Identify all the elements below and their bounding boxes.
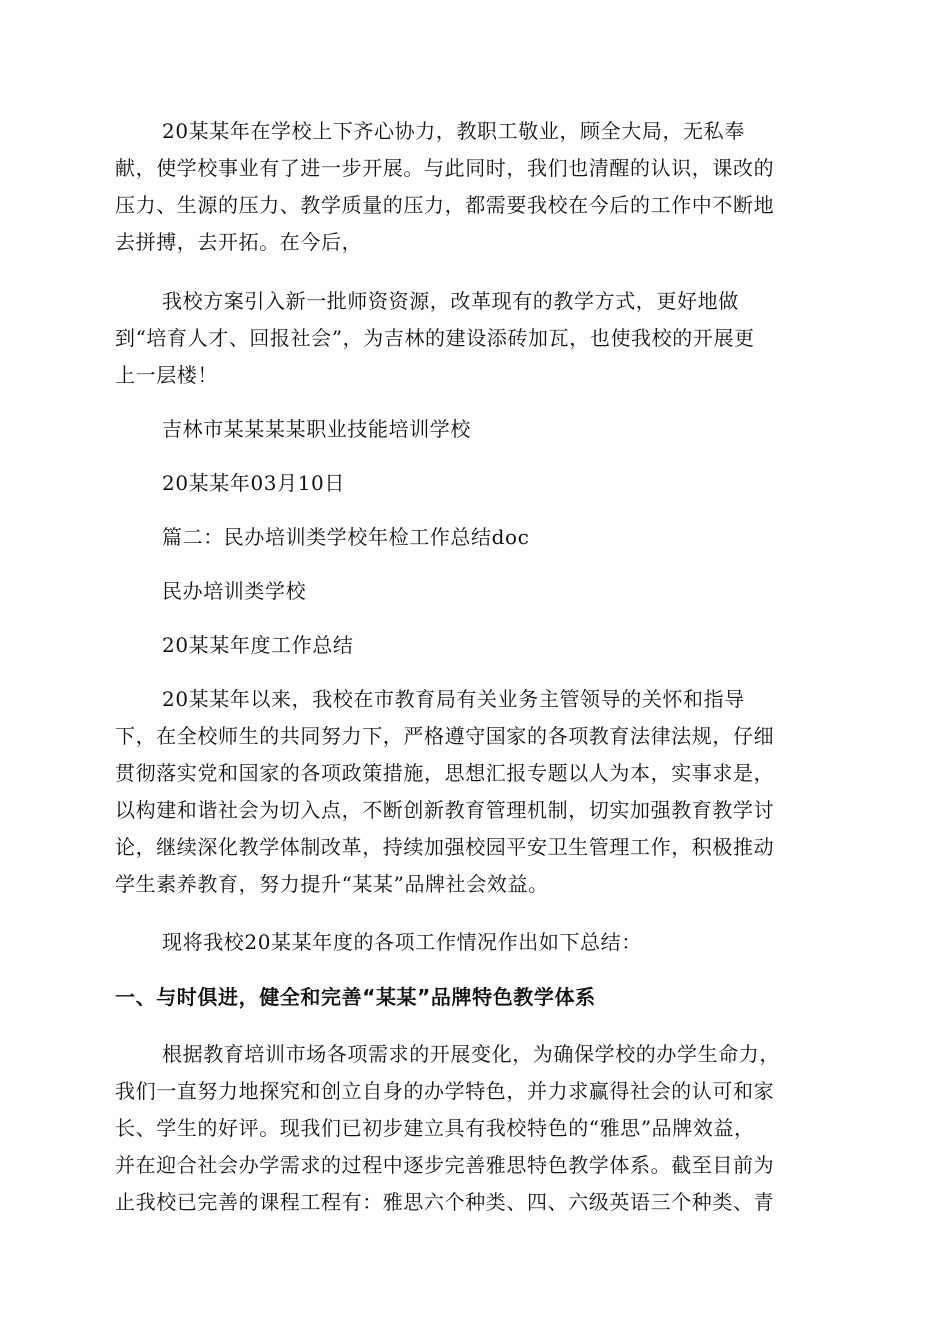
section-title: 篇二：民办培训类学校年检工作总结doc <box>162 525 530 549</box>
paragraph-3-line-2: 下，在全校师生的共同努力下，严格遵守国家的各项教育法律法规，仔细 <box>115 724 775 748</box>
school-name: 吉林市某某某某职业技能培训学校 <box>162 417 471 441</box>
paragraph-1-line-1: 20某某年在学校上下齐心协力，教职工敬业，顾全大局，无私奉 <box>162 119 745 143</box>
paragraph-4: 现将我校20某某年度的各项工作情况作出如下总结： <box>162 930 642 954</box>
paragraph-2-line-3: 上一层楼！ <box>115 363 218 387</box>
paragraph-3-line-1: 20某某年以来，我校在市教育局有关业务主管领导的关怀和指导 <box>162 687 745 711</box>
paragraph-3-line-6: 学生素养教育，努力提升“某某”品牌社会效益。 <box>115 872 549 896</box>
paragraph-3-line-4: 以构建和谐社会为切入点，不断创新教育管理机制，切实加强教育教学讨 <box>115 798 775 822</box>
paragraph-1-line-4: 去拼搏，去开拓。在今后， <box>115 230 363 254</box>
paragraph-2-line-2: 到“培育人才、回报社会”，为吉林的建设添砖加瓦，也使我校的开展更 <box>115 326 755 350</box>
document-date: 20某某年03月10日 <box>162 471 345 495</box>
paragraph-5-line-3: 长、学生的好评。现我们已初步建立具有我校特色的“雅思”品牌效益， <box>115 1116 755 1140</box>
doc-title: 20某某年度工作总结 <box>162 633 354 657</box>
paragraph-1-line-2: 献，使学校事业有了进一步开展。与此同时，我们也清醒的认识，课改的 <box>115 156 775 180</box>
paragraph-5-line-5: 止我校已完善的课程工程有：雅思六个种类、四、六级英语三个种类、青 <box>115 1190 775 1214</box>
paragraph-3-line-5: 论，继续深化教学体制改革，持续加强校园平安卫生管理工作，积极推动 <box>115 835 775 859</box>
paragraph-5-line-2: 我们一直努力地探究和创立自身的办学特色，并力求赢得社会的认可和家 <box>115 1079 775 1103</box>
paragraph-2-line-1: 我校方案引入新一批师资资源，改革现有的教学方式，更好地做 <box>162 289 739 313</box>
paragraph-1-line-3: 压力、生源的压力、教学质量的压力，都需要我校在今后的工作中不断地 <box>115 193 775 217</box>
paragraph-3-line-3: 贯彻落实党和国家的各项政策措施，思想汇报专题以人为本，实事求是， <box>115 761 775 785</box>
doc-subject: 民办培训类学校 <box>162 579 307 603</box>
paragraph-5-line-1: 根据教育培训市场各项需求的开展变化，为确保学校的办学生命力， <box>162 1042 780 1066</box>
heading-1: 一、与时俱进，健全和完善“某某”品牌特色教学体系 <box>115 985 596 1009</box>
paragraph-5-line-4: 并在迎合社会办学需求的过程中逐步完善雅思特色教学体系。截至目前为 <box>115 1153 775 1177</box>
